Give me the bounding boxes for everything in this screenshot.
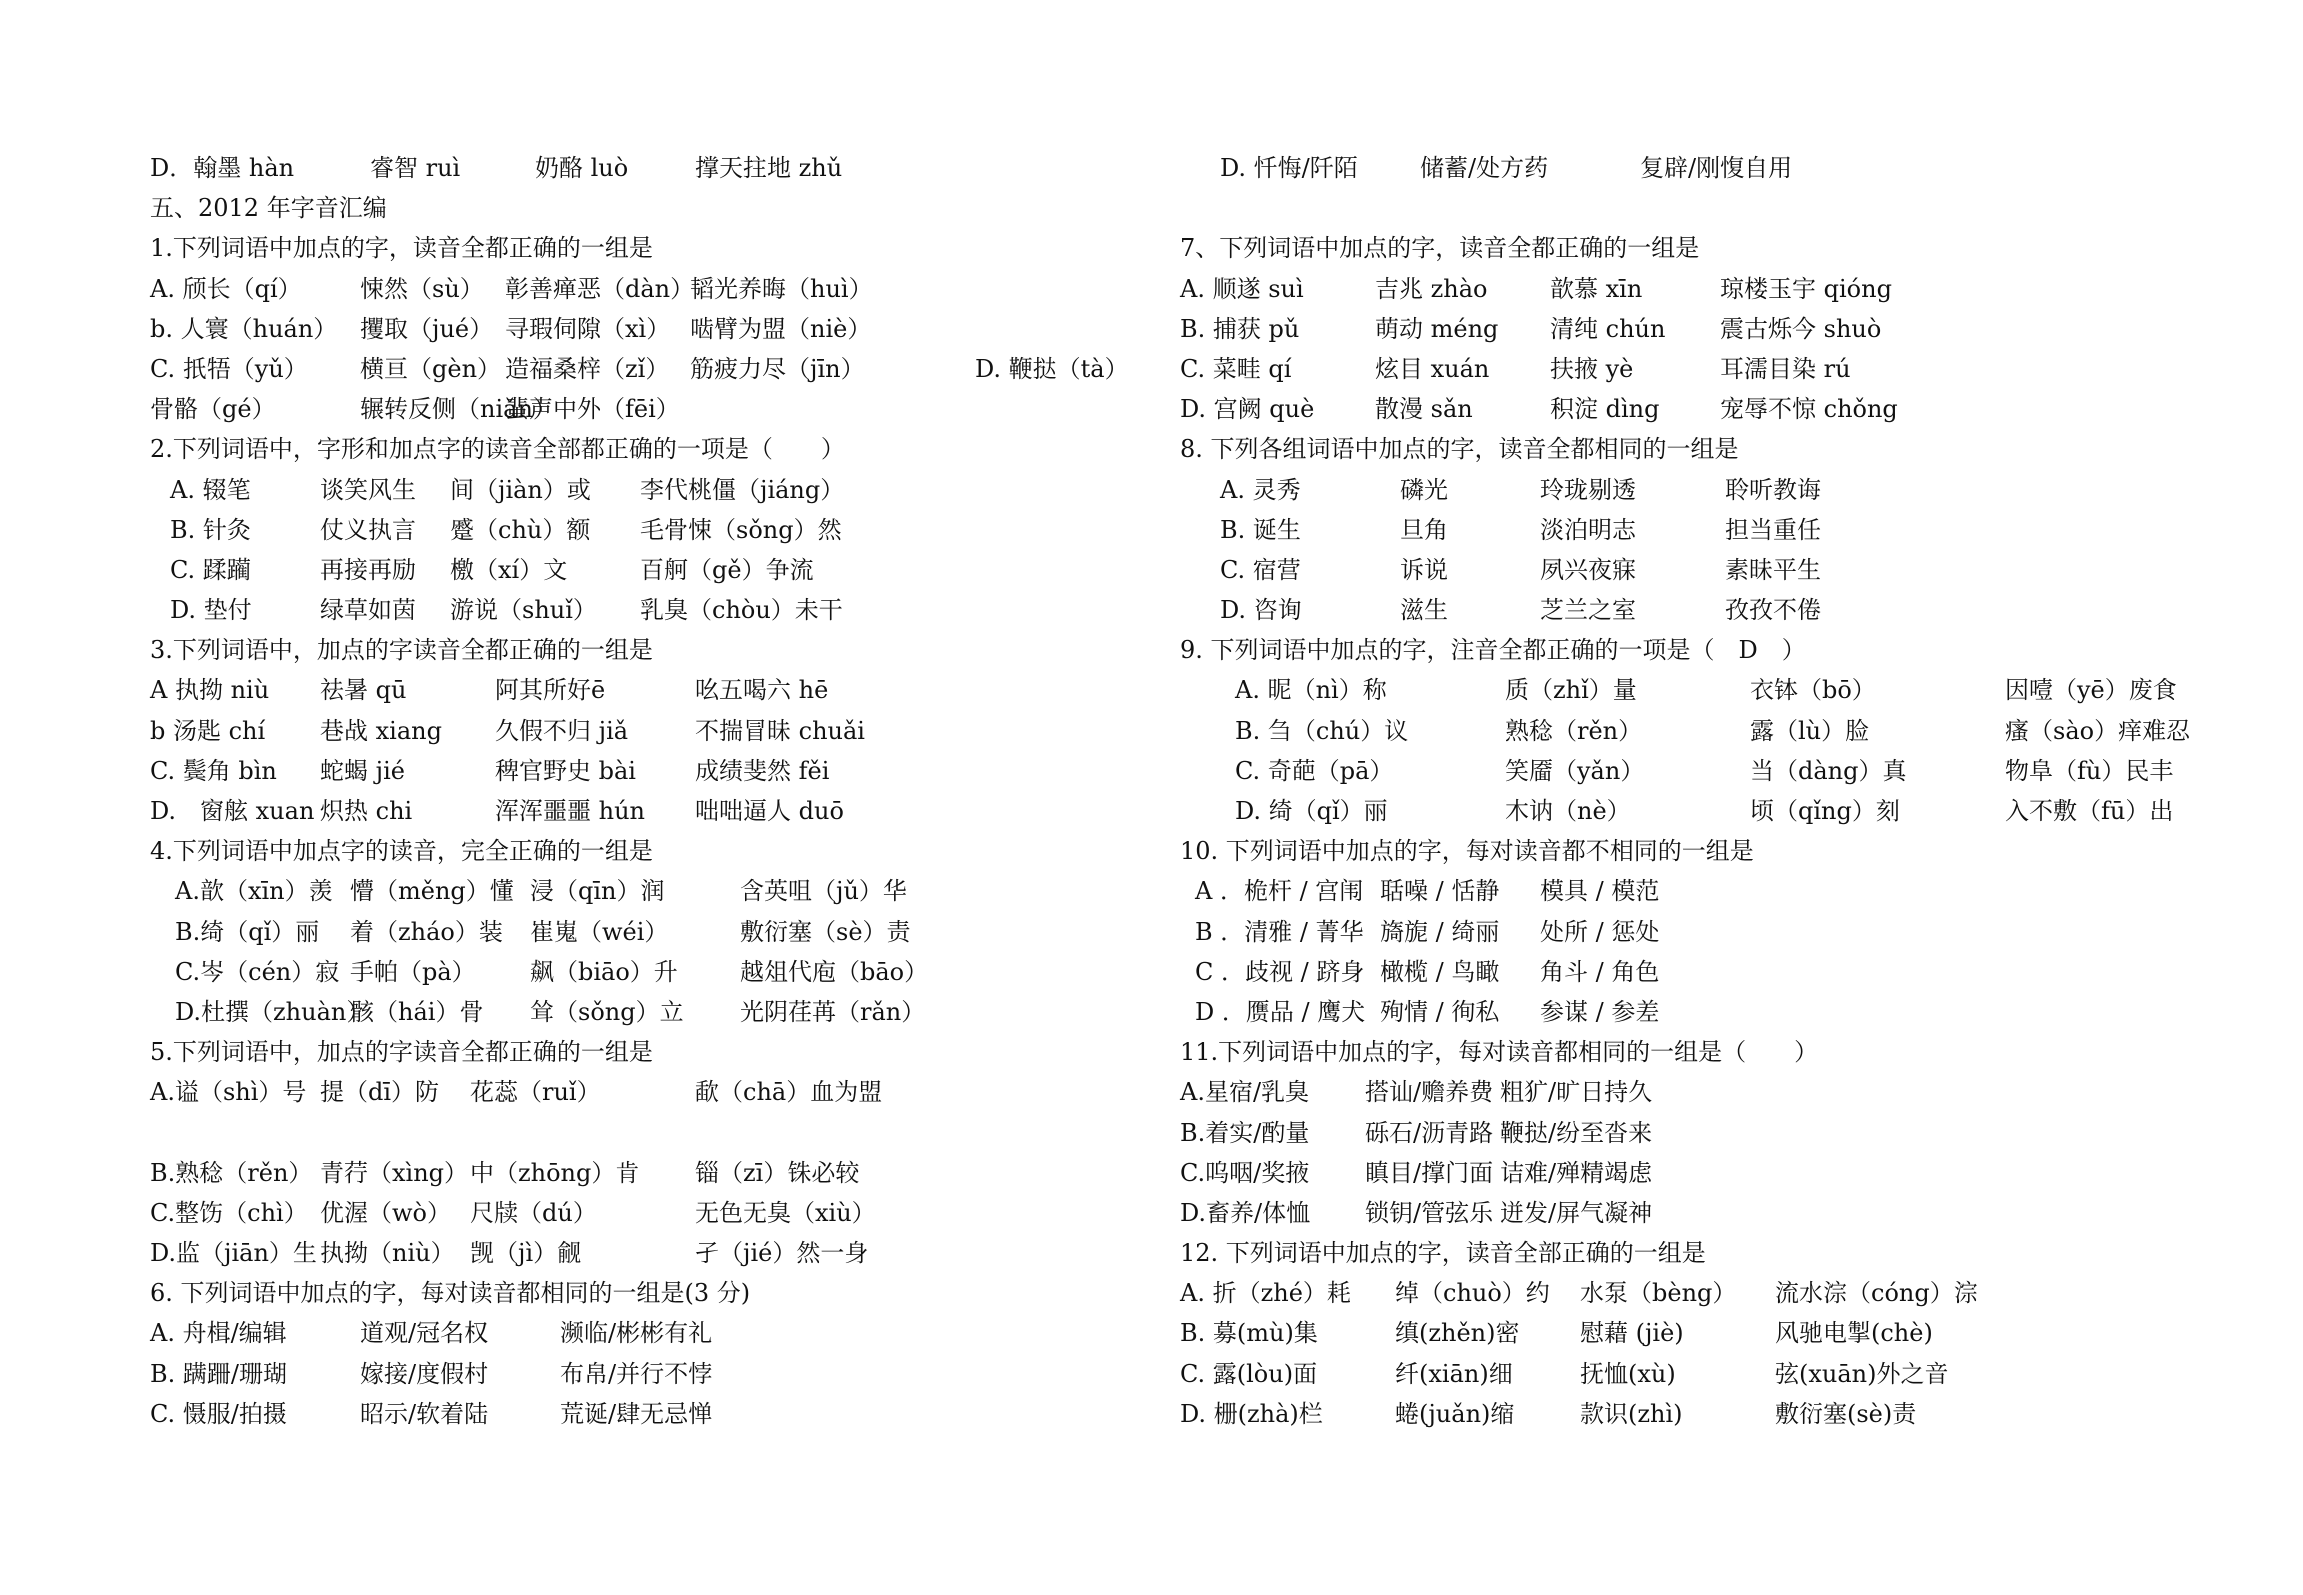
text-segment: 宠辱不惊 chǒng — [1720, 395, 1898, 424]
text-segment: C. 菜畦 qí — [1180, 354, 1292, 383]
text-segment: B. 针灸 — [170, 515, 251, 544]
text-segment: 慰藉 (jiè) — [1580, 1319, 1684, 1348]
text-segment: 磷光 — [1400, 475, 1448, 504]
text-segment: 耸（sǒng）立 — [530, 997, 684, 1026]
left-line — [150, 590, 1150, 630]
text-segment: B.绮（qǐ）丽 — [175, 917, 320, 946]
left-line — [150, 1153, 1150, 1193]
text-segment: 扶掖 yè — [1550, 354, 1634, 383]
text-segment: 李代桃僵（jiáng） — [640, 475, 845, 504]
text-segment: b 汤匙 chí — [150, 716, 266, 745]
left-line — [150, 188, 1150, 228]
text-segment: 优渥（wò） — [320, 1198, 451, 1227]
text-segment: A. 昵（nì）称 — [1235, 676, 1387, 705]
text-segment: A.谥（shì）号 — [150, 1078, 307, 1107]
text-segment: 久假不归 jiǎ — [495, 716, 629, 745]
left-line — [150, 309, 1150, 349]
text-segment: 迸发/屏气凝神 — [1500, 1198, 1653, 1227]
text-segment: A. 颀长（qí） — [150, 274, 302, 303]
text-segment: 执拗（niù） — [320, 1239, 455, 1268]
text-segment: C. 露(lòu)面 — [1180, 1359, 1318, 1388]
text-segment: 搭讪/赡养费 — [1365, 1078, 1494, 1107]
text-segment: B. 诞生 — [1220, 515, 1301, 544]
right-line — [1180, 912, 2280, 952]
right-line — [1180, 1394, 2280, 1434]
text-segment: D.畜养/体恤 — [1180, 1198, 1311, 1227]
left-line — [150, 1113, 1150, 1153]
text-segment: 抚恤(xù) — [1580, 1359, 1676, 1388]
text-segment: 辗转反侧（niǎn） — [360, 395, 557, 424]
text-segment: B. 蹒跚/珊瑚 — [150, 1359, 287, 1388]
right-line — [1180, 1113, 2280, 1153]
text-segment: 浑浑噩噩 hún — [495, 797, 645, 825]
text-segment: 彰善瘅恶（dàn） — [505, 274, 695, 303]
text-segment: 储蓄/处方药 — [1420, 154, 1549, 182]
text-segment: 崔嵬（wéi） — [530, 917, 669, 946]
text-segment: 蜚声中外（fēi） — [505, 395, 680, 424]
text-segment: 橄榄 / 鸟瞰 — [1380, 957, 1500, 986]
right-line — [1180, 992, 2280, 1032]
left-line — [150, 389, 1150, 429]
right-line — [1180, 1032, 2280, 1072]
text-segment: 聆听教诲 — [1725, 475, 1821, 504]
left-line — [150, 630, 1150, 670]
right-line — [1180, 389, 2280, 429]
text-segment: 乳臭（chòu）未干 — [640, 596, 843, 625]
right-line — [1180, 1273, 2280, 1313]
text-segment: D. 栅(zhà)栏 — [1180, 1399, 1323, 1428]
left-line — [150, 871, 1150, 911]
text-segment: 淡泊明志 — [1540, 515, 1636, 544]
text-segment: 檄（xí）文 — [450, 555, 568, 584]
text-segment: 质（zhǐ）量 — [1505, 676, 1637, 705]
text-segment: 5.下列词语中，加点的字读音全都正确的一组是 — [150, 1038, 653, 1067]
text-segment: D. 窗舷 xuan — [150, 797, 315, 825]
text-segment: 复辟/刚愎自用 — [1640, 154, 1793, 182]
text-segment: 敷衍塞(sè)责 — [1775, 1399, 1917, 1428]
right-line — [1180, 349, 2280, 389]
text-segment: C.呜咽/奖掖 — [1180, 1158, 1310, 1187]
text-segment: 啮臂为盟（niè） — [690, 314, 872, 343]
text-segment: 成绩斐然 fěi — [695, 756, 830, 785]
text-segment: D．翰墨 hàn — [150, 154, 295, 182]
left-line — [150, 751, 1150, 791]
text-segment: 聒噪 / 恬静 — [1380, 877, 1500, 906]
text-segment: D ．赝品 / 鹰犬 — [1195, 997, 1366, 1026]
text-segment: 奶酪 luò — [535, 154, 629, 182]
right-line — [1180, 1193, 2280, 1233]
text-segment: 缜(zhěn)密 — [1395, 1319, 1520, 1348]
text-segment: C.岑（cén）寂 — [175, 957, 340, 986]
text-segment: B ．清雅 / 菁华 — [1195, 917, 1364, 946]
text-segment: 懵（měng）懂 — [350, 877, 514, 906]
text-segment: 角斗 / 角色 — [1540, 957, 1660, 986]
text-segment: 越俎代庖（bāo） — [740, 957, 929, 986]
text-segment: 滋生 — [1400, 596, 1448, 625]
text-segment: 悚然（sù） — [360, 274, 484, 303]
text-segment: B. 募(mù)集 — [1180, 1319, 1318, 1348]
text-segment: 手帕（pà） — [350, 957, 476, 986]
text-segment: 骨骼（gé） — [150, 395, 276, 424]
text-segment: 因噎（yē）废食 — [2005, 676, 2177, 705]
text-segment: 殉情 / 徇私 — [1380, 997, 1500, 1026]
text-segment: 粗犷/旷日持久 — [1500, 1078, 1653, 1107]
text-segment: 筋疲力尽（jīn） — [690, 354, 865, 383]
text-segment: 诘难/殚精竭虑 — [1500, 1158, 1653, 1187]
text-segment: 瞋目/撑门面 — [1365, 1158, 1494, 1187]
text-segment: 9. 下列词语中加点的字，注音全都正确的一项是（ D ） — [1180, 636, 1806, 665]
text-segment: 吆五喝六 hē — [695, 676, 829, 705]
text-segment: 飙（biāo）升 — [530, 957, 678, 986]
text-segment: 12. 下列词语中加点的字，读音全部正确的一组是 — [1180, 1239, 1706, 1268]
text-segment: 散漫 sǎn — [1375, 395, 1473, 424]
text-segment: 当（dàng）真 — [1750, 756, 1907, 785]
text-segment: A. 辍笔 — [170, 475, 251, 504]
right-line — [1180, 1072, 2280, 1112]
left-line — [150, 670, 1150, 710]
text-segment: B.熟稔（rěn） — [150, 1158, 313, 1187]
text-segment: B.着实/酌量 — [1180, 1118, 1310, 1147]
text-segment: 寻瑕伺隙（xì） — [505, 314, 671, 343]
text-segment: 咄咄逼人 duō — [695, 797, 844, 825]
right-line — [1180, 711, 2280, 751]
text-segment: 嫁接/度假村 — [360, 1359, 489, 1388]
text-segment: D. 忏悔/阡陌 — [1220, 154, 1358, 182]
text-segment: A.歆（xīn）羡 — [175, 877, 333, 906]
text-segment: 五、2012 年字音汇编 — [150, 194, 387, 223]
right-line — [1180, 630, 2280, 670]
text-segment: 绰（chuò）约 — [1395, 1279, 1550, 1308]
right-line — [1180, 470, 2280, 510]
text-segment: 旦角 — [1400, 515, 1448, 544]
left-line — [150, 1233, 1150, 1273]
text-segment: 不揣冒昧 chuǎi — [695, 716, 865, 745]
text-segment: 模具 / 模范 — [1540, 877, 1660, 906]
text-segment: 锁钥/管弦乐 — [1365, 1198, 1494, 1227]
text-segment: 4.下列词语中加点字的读音，完全正确的一组是 — [150, 837, 653, 866]
text-segment: 吉兆 zhào — [1375, 274, 1488, 303]
text-segment: 骸（hái）骨 — [350, 997, 484, 1026]
text-segment: 祛暑 qū — [320, 676, 407, 705]
text-segment: 百舸（gě）争流 — [640, 555, 814, 584]
text-segment: 造福桑梓（zǐ） — [505, 354, 670, 383]
text-segment: 锱（zī）铢必较 — [695, 1158, 860, 1187]
text-segment: A. 折（zhé）耗 — [1180, 1279, 1351, 1308]
left-line — [150, 711, 1150, 751]
right-line — [1180, 188, 2280, 228]
text-segment: 10. 下列词语中加点的字，每对读音都不相同的一组是 — [1180, 837, 1754, 866]
text-segment: 玲珑剔透 — [1540, 475, 1636, 504]
left-line — [150, 1273, 1150, 1313]
text-segment: 歆慕 xīn — [1550, 274, 1643, 303]
text-segment: 蹙（chù）额 — [450, 515, 591, 544]
text-segment: 耳濡目染 rú — [1720, 354, 1851, 383]
text-segment: 积淀 dìng — [1550, 395, 1660, 424]
left-line — [150, 1032, 1150, 1072]
text-segment: 木讷（nè） — [1505, 797, 1631, 825]
text-segment: 孜孜不倦 — [1725, 596, 1821, 625]
left-line — [150, 791, 1150, 831]
right-line — [1180, 670, 2280, 710]
right-line — [1180, 1153, 2280, 1193]
text-segment: 间（jiàn）或 — [450, 475, 591, 504]
right-line — [1180, 309, 2280, 349]
left-line — [150, 429, 1150, 469]
text-segment: 蛇蝎 jié — [320, 756, 405, 785]
text-segment: 纤(xiān)细 — [1395, 1359, 1513, 1388]
text-segment: D. 咨询 — [1220, 596, 1302, 625]
text-segment: 芝兰之室 — [1540, 596, 1636, 625]
right-line — [1180, 1233, 2280, 1273]
text-segment: 布帛/并行不悖 — [560, 1359, 713, 1388]
text-segment: 游说（shuǐ） — [450, 596, 597, 625]
text-segment: 1.下列词语中加点的字，读音全都正确的一组是 — [150, 234, 653, 263]
text-segment: C. 扺牾（yǔ） — [150, 354, 308, 383]
text-segment: 旖旎 / 绮丽 — [1380, 917, 1500, 946]
left-line — [150, 148, 1150, 188]
text-segment: 衣钵（bō） — [1750, 676, 1876, 705]
text-segment: C. 鬓角 bìn — [150, 756, 277, 785]
text-segment: A ．桅杆 / 宫闱 — [1195, 877, 1364, 906]
text-segment: 中（zhōng）肯 — [470, 1158, 640, 1187]
text-segment: 参谋 / 参差 — [1540, 997, 1660, 1026]
left-line — [150, 831, 1150, 871]
text-segment: 孑（jié）然一身 — [695, 1239, 869, 1268]
text-segment: 蜷(juǎn)缩 — [1395, 1399, 1515, 1428]
right-line — [1180, 871, 2280, 911]
text-segment: 弦(xuān)外之音 — [1775, 1359, 1949, 1388]
text-segment: 顷（qǐng）刻 — [1750, 797, 1900, 825]
text-segment: 炫目 xuán — [1375, 354, 1490, 383]
text-segment: B. 捕获 pǔ — [1180, 314, 1300, 343]
text-segment: 2.下列词语中，字形和加点字的读音全部都正确的一项是（ ） — [150, 435, 845, 464]
left-line — [150, 1354, 1150, 1394]
text-segment: 稗官野史 bài — [495, 756, 636, 785]
text-segment: 濒临/彬彬有礼 — [560, 1319, 713, 1348]
text-segment: 砾石/沥青路 — [1365, 1118, 1494, 1147]
text-segment: C. 慑服/拍摄 — [150, 1399, 287, 1428]
text-segment: 处所 / 惩处 — [1540, 917, 1660, 946]
left-line — [150, 470, 1150, 510]
text-segment: C.整饬（chì） — [150, 1198, 308, 1227]
text-segment: 款识(zhì) — [1580, 1399, 1683, 1428]
text-segment: 巷战 xiang — [320, 716, 442, 745]
text-segment: D. 宫阙 què — [1180, 395, 1315, 424]
text-segment: 鞭挞/纷至沓来 — [1500, 1118, 1653, 1147]
text-segment: 歃（chā）血为盟 — [695, 1078, 883, 1107]
text-segment: A 执拗 niù — [150, 676, 270, 705]
right-line — [1180, 510, 2280, 550]
text-segment: 熟稔（rěn） — [1505, 716, 1643, 745]
text-segment: 谈笑风生 — [320, 475, 416, 504]
left-line — [150, 912, 1150, 952]
text-segment: 琼楼玉宇 qióng — [1720, 274, 1892, 303]
left-line — [150, 1072, 1150, 1112]
text-segment: 含英咀（jǔ）华 — [740, 877, 907, 906]
text-segment: 韬光养晦（huì） — [690, 274, 873, 303]
text-segment: 瘙（sào）痒难忍 — [2005, 716, 2191, 745]
right-line — [1180, 952, 2280, 992]
right-column — [1180, 148, 2280, 1434]
text-segment: 担当重任 — [1725, 515, 1821, 544]
text-segment: 花蕊（ruǐ） — [470, 1078, 601, 1107]
right-line — [1180, 1313, 2280, 1353]
text-segment: 诉说 — [1400, 555, 1448, 584]
right-line — [1180, 791, 2280, 831]
text-segment: C. 宿营 — [1220, 555, 1301, 584]
left-line — [150, 952, 1150, 992]
text-segment: 6. 下列词语中加点的字，每对读音都相同的一组是(3 分) — [150, 1279, 751, 1308]
text-segment: C. 蹂躏 — [170, 555, 251, 584]
text-segment: 萌动 méng — [1375, 314, 1499, 343]
text-segment: 夙兴夜寐 — [1540, 555, 1636, 584]
text-segment: 横亘（gèn） — [360, 354, 502, 383]
text-segment: 毛骨悚（sǒng）然 — [640, 515, 842, 544]
text-segment: 风驰电掣(chè) — [1775, 1319, 1933, 1348]
text-segment: 睿智 ruì — [370, 154, 461, 182]
text-segment: 青荇（xìng） — [320, 1158, 469, 1187]
text-segment: 仗义执言 — [320, 515, 416, 544]
text-segment: b. 人寰（huán） — [150, 314, 338, 343]
text-segment: A. 舟楫/编辑 — [150, 1319, 287, 1348]
text-segment: 浸（qīn）润 — [530, 877, 665, 906]
text-segment: D. 鞭挞（tà） — [975, 354, 1129, 383]
right-line — [1180, 148, 2280, 188]
text-segment: B. 刍（chú）议 — [1235, 716, 1409, 745]
text-segment: 觊（jì）觎 — [470, 1239, 582, 1268]
text-segment: 尺牍（dú） — [470, 1198, 597, 1227]
text-segment: A.星宿/乳臭 — [1180, 1078, 1310, 1107]
left-line — [150, 269, 1150, 309]
text-segment: 11.下列词语中加点的字，每对读音都相同的一组是（ ） — [1180, 1038, 1819, 1067]
text-segment: C ．歧视 / 跻身 — [1195, 957, 1365, 986]
text-segment: D. 垫付 — [170, 596, 252, 625]
right-line — [1180, 429, 2280, 469]
text-segment: 入不敷（fū）出 — [2005, 797, 2174, 825]
text-segment: 道观/冠名权 — [360, 1319, 489, 1348]
text-segment: 8. 下列各组词语中加点的字，读音全都相同的一组是 — [1180, 435, 1739, 464]
left-line — [150, 228, 1150, 268]
text-segment: 露（lù）脸 — [1750, 716, 1870, 745]
left-column — [150, 148, 1150, 1434]
left-line — [150, 1313, 1150, 1353]
right-line — [1180, 590, 2280, 630]
text-segment: 3.下列词语中，加点的字读音全都正确的一组是 — [150, 636, 653, 665]
text-segment: 7、下列词语中加点的字，读音全都正确的一组是 — [1180, 234, 1700, 263]
text-segment: 再接再励 — [320, 555, 416, 584]
text-segment: 绿草如茵 — [320, 596, 416, 625]
text-segment: 流水淙（cóng）淙 — [1775, 1279, 1978, 1308]
text-segment: 物阜（fù）民丰 — [2005, 756, 2174, 785]
right-line — [1180, 1354, 2280, 1394]
text-segment: 素昧平生 — [1725, 555, 1821, 584]
left-line — [150, 510, 1150, 550]
text-segment: 提（dī）防 — [320, 1078, 440, 1107]
text-segment: 震古烁今 shuò — [1720, 314, 1882, 343]
right-line — [1180, 550, 2280, 590]
text-segment: 阿其所好ē — [495, 676, 606, 705]
text-segment: D. 绮（qǐ）丽 — [1235, 797, 1388, 825]
text-segment: C. 奇葩（pā） — [1235, 756, 1394, 785]
text-segment: A. 灵秀 — [1220, 475, 1301, 504]
text-segment: 昭示/软着陆 — [360, 1399, 489, 1428]
right-line — [1180, 751, 2280, 791]
left-line — [150, 349, 1150, 389]
left-line — [150, 992, 1150, 1032]
text-segment: 笑靥（yǎn） — [1505, 756, 1645, 785]
text-segment: 攫取（jué） — [360, 314, 494, 343]
left-line — [150, 1394, 1150, 1434]
right-line — [1180, 831, 2280, 871]
text-segment: 荒诞/肆无忌惮 — [560, 1399, 713, 1428]
right-line — [1180, 228, 2280, 268]
left-line — [150, 550, 1150, 590]
left-line — [150, 1193, 1150, 1233]
text-segment: 着（zháo）装 — [350, 917, 503, 946]
text-segment: 无色无臭（xiù） — [695, 1198, 876, 1227]
text-segment: 水泵（bèng） — [1580, 1279, 1737, 1308]
text-segment: 炽热 chi — [320, 797, 413, 825]
text-segment: 清纯 chún — [1550, 314, 1666, 343]
right-line — [1180, 269, 2280, 309]
text-segment: D.杜撰（zhuàn） — [175, 997, 371, 1026]
text-segment: D.监（jiān）生 — [150, 1239, 317, 1268]
text-segment: A. 顺遂 suì — [1180, 274, 1304, 303]
text-segment: 撑天拄地 zhǔ — [695, 154, 843, 182]
text-segment: 敷衍塞（sè）责 — [740, 917, 911, 946]
text-segment: 光阴荏苒（rǎn） — [740, 997, 926, 1026]
